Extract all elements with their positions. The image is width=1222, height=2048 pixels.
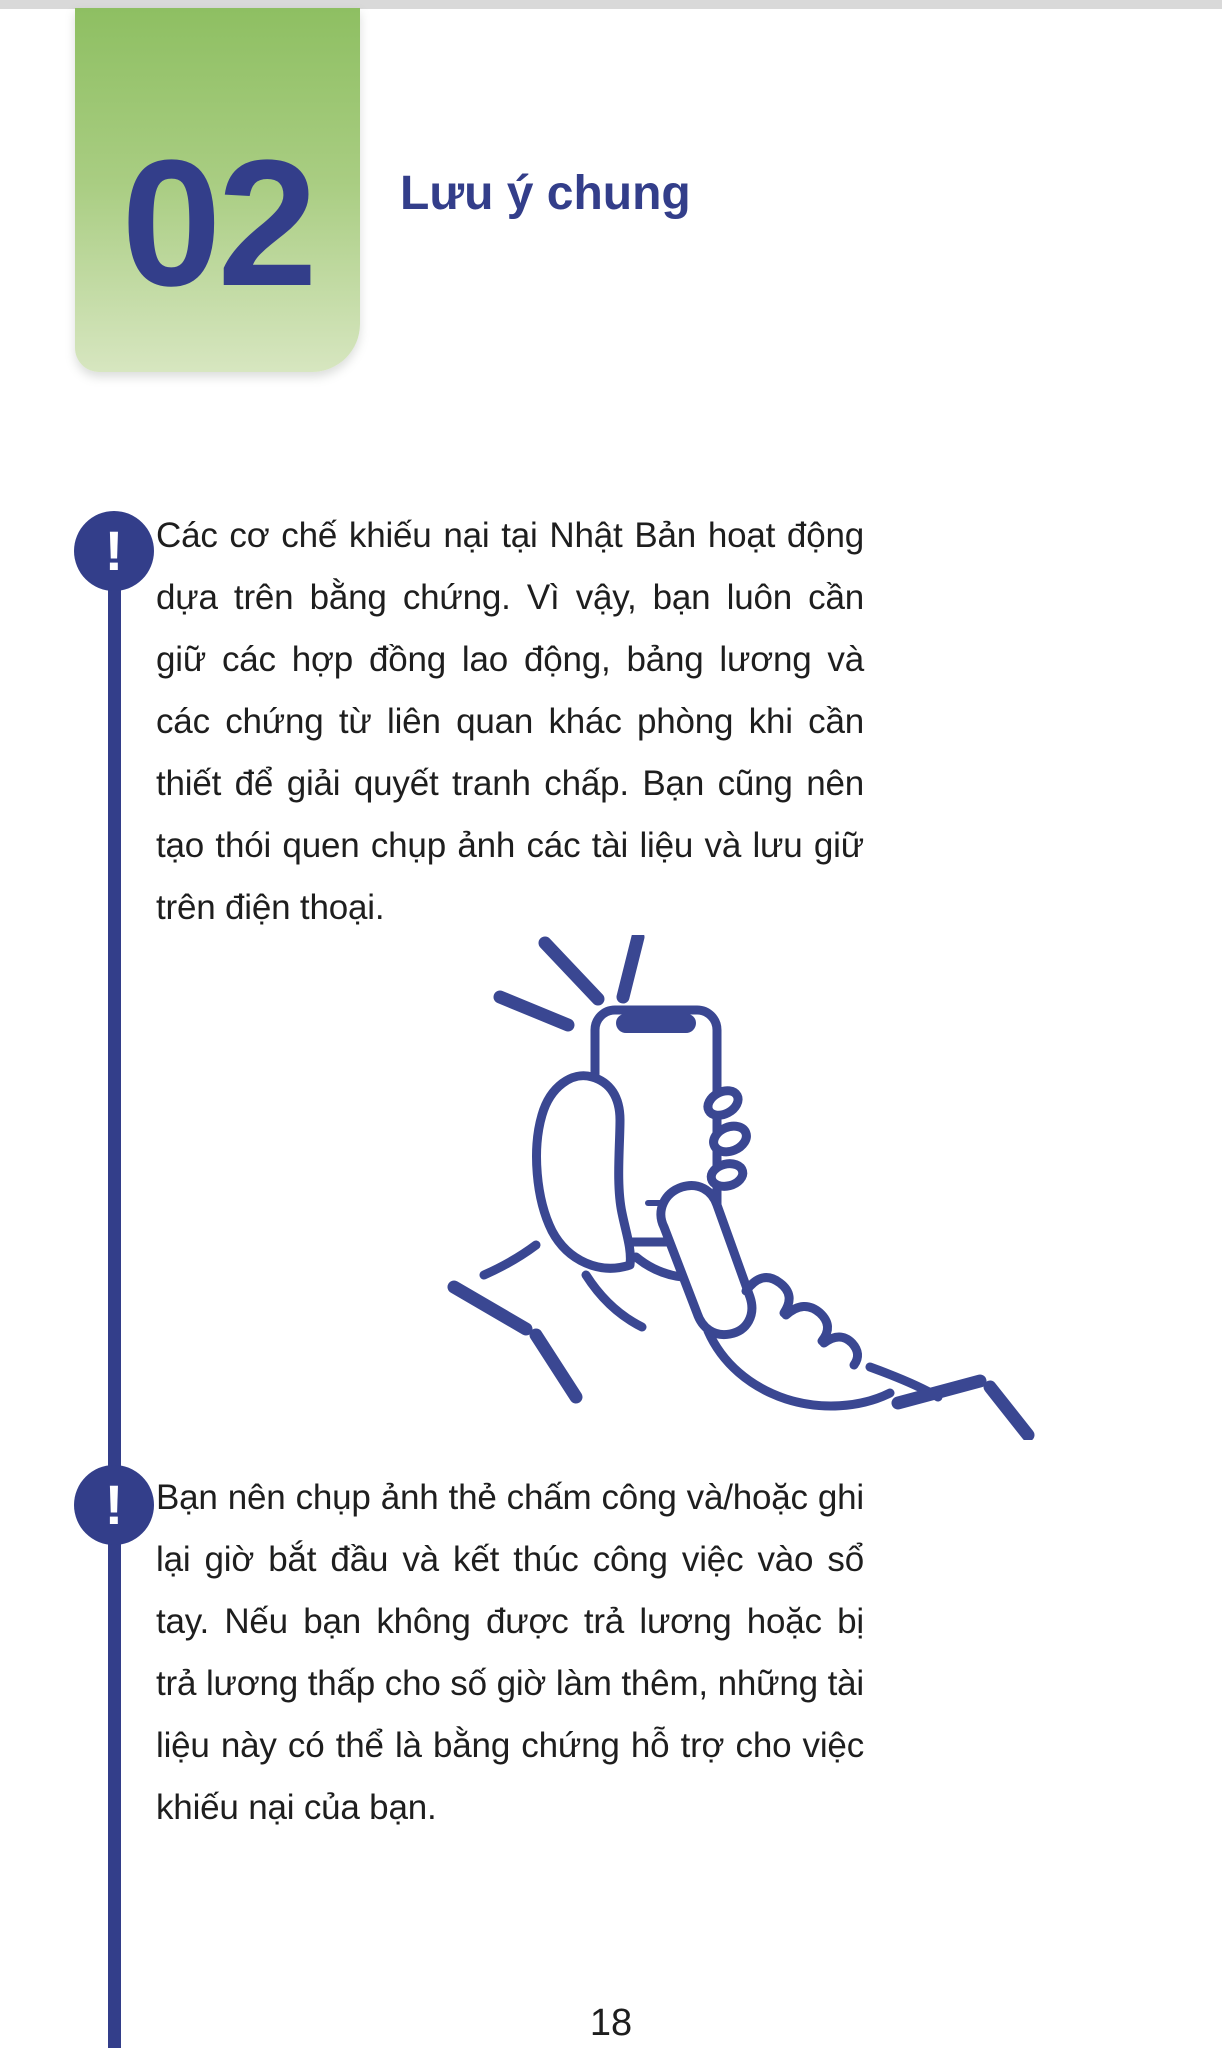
flash-ray-icon: [545, 943, 598, 999]
exclamation-icon: [74, 511, 154, 591]
index-finger: [661, 1186, 752, 1335]
note-paragraph: Các cơ chế khiếu nại tại Nhật Bản hoạt động dựa trên bằng chứng. Vì vậy, bạn luôn cần giữ các hợp đồng lao động, bảng lương và các chứng từ liên quan khác phòng khi cần thiết để giải quyết tranh chấp. Bạn cũng nên tạo thói quen chụp ảnh các tài liệu và lưu giữ trên điện thoại.: [156, 516, 864, 927]
left-thumb: [537, 1076, 631, 1268]
timeline-line: [108, 551, 121, 2048]
left-hand-bottom-edge: [586, 1275, 642, 1327]
left-wrist-edge: [484, 1245, 536, 1275]
exclamation-icon: [74, 1465, 154, 1545]
chapter-number: 02: [121, 123, 314, 324]
left-sleeve-cuff: [454, 1287, 526, 1329]
fingertip: [704, 1086, 743, 1120]
right-hand-bottom-edge: [708, 1331, 890, 1406]
page-number: 18: [589, 2002, 633, 2044]
left-sleeve-cuff: [536, 1335, 576, 1397]
flash-ray-icon: [623, 937, 638, 997]
right-sleeve-cuff: [990, 1387, 1028, 1435]
exclamation-glyph: !: [104, 1473, 124, 1536]
fingertip: [709, 1160, 745, 1189]
note-paragraph: Bạn nên chụp ảnh thẻ chấm công và/hoặc ghi lại giờ bắt đầu và kết thúc công việc vào sổ tay. Nếu bạn không được trả lương hoặc bị trả lương thấp cho số giờ làm thêm, những tài liệu này có thể là bằng chứng hỗ trợ cho việc khiếu nại của bạn.: [156, 1478, 864, 1827]
page-title: Lưu ý chung: [400, 167, 691, 220]
exclamation-glyph: !: [104, 519, 124, 582]
chapter-badge: [75, 8, 360, 372]
knuckle: [824, 1337, 858, 1365]
knuckle: [786, 1306, 828, 1341]
phone-camera-illustration: [440, 935, 1060, 1440]
phone-notch-icon: [616, 1014, 696, 1033]
flash-ray-icon: [500, 997, 568, 1025]
